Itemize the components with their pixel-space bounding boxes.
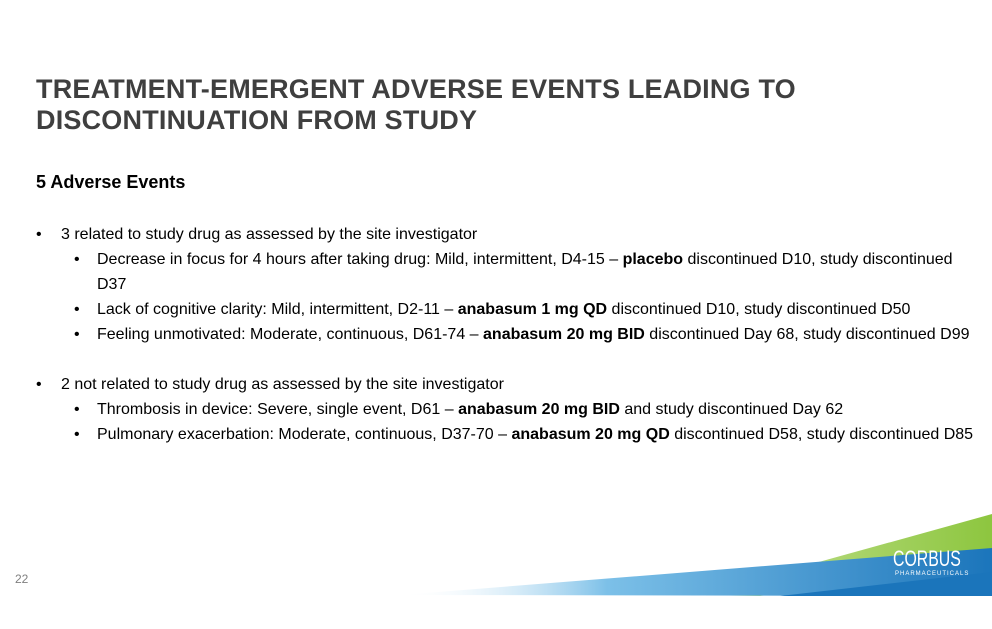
item-treatment: placebo <box>622 251 684 268</box>
item-text: Feeling unmotivated: Moderate, continuous, D61-74 – <box>97 326 484 343</box>
item-treatment: anabasum 1 mg QD <box>457 301 608 318</box>
bullet-icon: • <box>74 401 80 418</box>
slide-subtitle: 5 Adverse Events <box>36 172 186 192</box>
corbus-logo <box>893 546 985 586</box>
item-text: Lack of cognitive clarity: Mild, intermittent, D2-11 – <box>97 301 458 318</box>
group-heading-text: 3 related to study drug as assessed by the site investigator <box>61 226 478 243</box>
slide-title-line-2: DISCONTINUATION FROM STUDY <box>36 105 478 135</box>
bullet-icon: • <box>74 251 80 268</box>
item-text-end: and study discontinued Day 62 <box>619 401 844 418</box>
group-heading-text: 2 not related to study drug as assessed by the site investigator <box>61 376 504 393</box>
bullet-icon: • <box>74 326 80 343</box>
bullet-icon: • <box>74 301 80 318</box>
item-text: Pulmonary exacerbation: Moderate, continuous, D37-70 – <box>97 426 512 443</box>
item-text-end: discontinued D10, study discontinued D37 <box>97 251 953 293</box>
bullet-icon: • <box>74 426 80 443</box>
slide-title-line-1: TREATMENT-EMERGENT ADVERSE EVENTS LEADING TO <box>36 74 796 104</box>
item-text-end: discontinued D10, study discontinued D50 <box>607 301 911 318</box>
item-treatment: anabasum 20 mg BID <box>483 326 645 343</box>
item-text-end: discontinued D58, study discontinued D85 <box>669 426 974 443</box>
item-treatment: anabasum 20 mg QD <box>511 426 670 443</box>
item-text: Decrease in focus for 4 hours after taking drug: Mild, intermittent, D4-15 – <box>97 251 623 268</box>
item-treatment: anabasum 20 mg BID <box>458 401 620 418</box>
page-number: 22 <box>15 572 29 586</box>
bullet-icon: • <box>36 226 42 243</box>
logo-tagline: PHARMACEUTICALS <box>895 571 970 577</box>
item-text-end: discontinued Day 68, study discontinued D99 <box>644 326 970 343</box>
item-text: Thrombosis in device: Severe, single event, D61 – <box>97 401 459 418</box>
logo-wordmark: CORBUS <box>893 546 961 571</box>
bullet-icon: • <box>36 376 42 393</box>
